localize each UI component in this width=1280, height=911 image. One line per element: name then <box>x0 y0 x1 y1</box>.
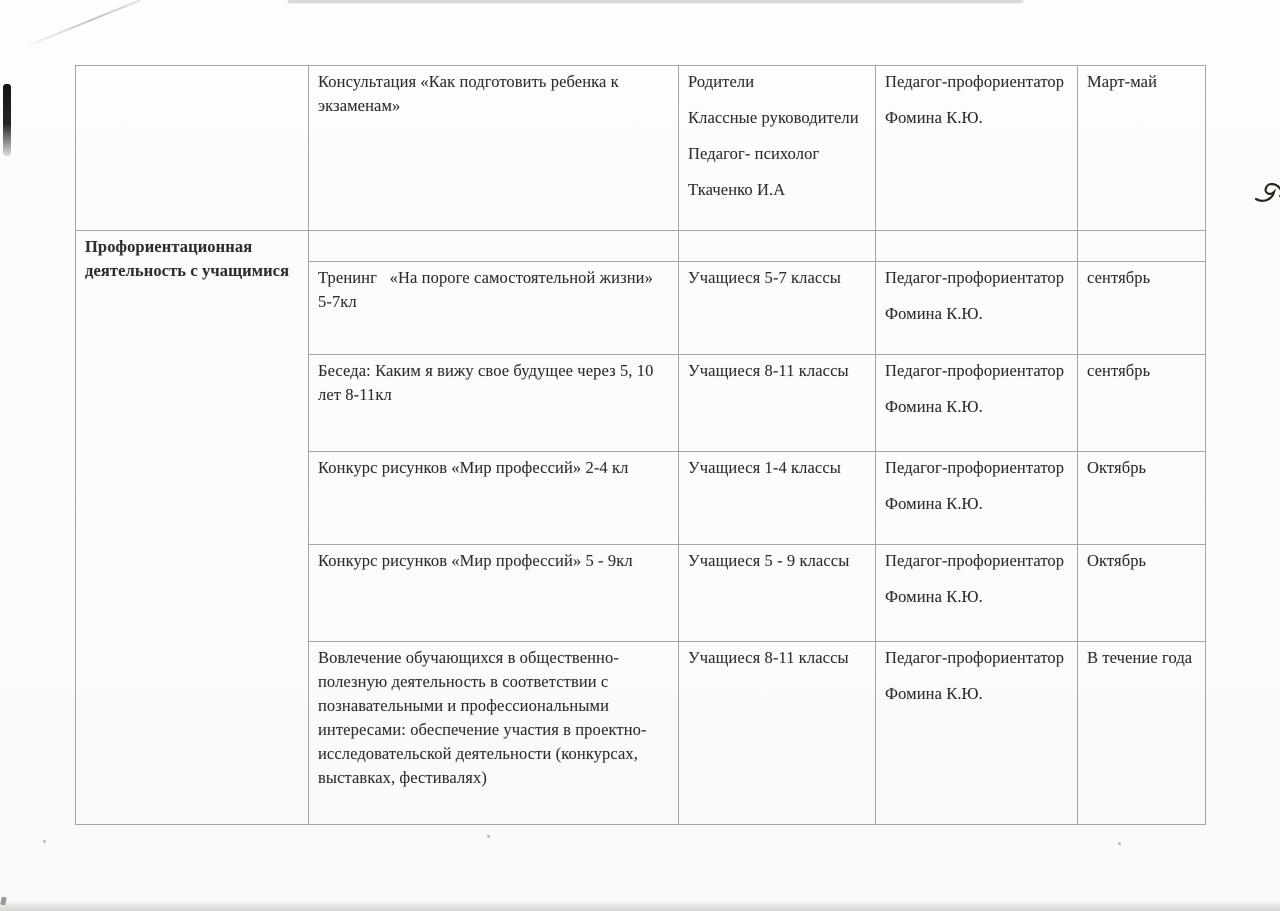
responsible-cell: Педагог-профориентатор Фомина К.Ю. <box>876 452 1078 545</box>
handwritten-ink-scribble-icon <box>1250 180 1280 210</box>
empty-cell <box>309 231 679 262</box>
scan-speck <box>487 835 490 838</box>
empty-cell <box>1078 231 1206 262</box>
participants-cell: Учащиеся 8-11 классы <box>679 355 876 452</box>
timing-cell: В течение года <box>1078 642 1206 825</box>
activity-cell: Вовлечение обучающихся в общественно-полезную деятельность в соответствии с познавательными и профессиональными интересами: обеспечение участия в проектно-исследовательской деятельности (конкурсах, выставках, фестивалях) <box>309 642 679 825</box>
activity-cell: Тренинг «На пороге самостоятельной жизни» 5-7кл <box>309 262 679 355</box>
scan-left-edge-mark <box>3 84 11 156</box>
responsible-cell: Педагог-профориентатор Фомина К.Ю. <box>876 262 1078 355</box>
responsible-cell: Педагог-профориентатор Фомина К.Ю. <box>876 355 1078 452</box>
activity-cell: Беседа: Каким я вижу свое будущее через 5, 10 лет 8-11кл <box>309 355 679 452</box>
empty-cell <box>679 231 876 262</box>
participants-cell: Учащиеся 5-7 классы <box>679 262 876 355</box>
activity-cell: Консультация «Как подготовить ребенка к экзаменам» <box>309 66 679 231</box>
activity-plan-table <box>75 65 1206 825</box>
table-row <box>76 66 1206 231</box>
scan-bottom-edge-artifact <box>0 900 1280 911</box>
scan-speck <box>1118 842 1121 845</box>
activity-cell: Конкурс рисунков «Мир профессий» 5 - 9кл <box>309 545 679 642</box>
timing-cell: сентябрь <box>1078 355 1206 452</box>
scan-crease-artifact <box>22 0 141 49</box>
timing-cell: сентябрь <box>1078 262 1206 355</box>
timing-cell: Октябрь <box>1078 545 1206 642</box>
participants-cell: Учащиеся 8-11 классы <box>679 642 876 825</box>
responsible-cell: Педагог-профориентатор Фомина К.Ю. <box>876 545 1078 642</box>
participants-cell: Родители Классные руководители Педагог- психолог Ткаченко И.А <box>679 66 876 231</box>
timing-cell: Март-май <box>1078 66 1206 231</box>
scan-speck <box>43 840 46 843</box>
timing-cell: Октябрь <box>1078 452 1206 545</box>
empty-category-cell <box>76 66 309 231</box>
responsible-cell: Педагог-профориентатор Фомина К.Ю. <box>876 642 1078 825</box>
activity-cell: Конкурс рисунков «Мир профессий» 2-4 кл <box>309 452 679 545</box>
scan-top-edge-artifact <box>288 0 1023 3</box>
empty-cell <box>876 231 1078 262</box>
category-cell: Профориентационная деятельность с учащимися <box>76 231 309 825</box>
participants-cell: Учащиеся 5 - 9 классы <box>679 545 876 642</box>
responsible-cell: Педагог-профориентатор Фомина К.Ю. <box>876 66 1078 231</box>
table-row <box>76 231 1206 262</box>
participants-cell: Учащиеся 1-4 классы <box>679 452 876 545</box>
